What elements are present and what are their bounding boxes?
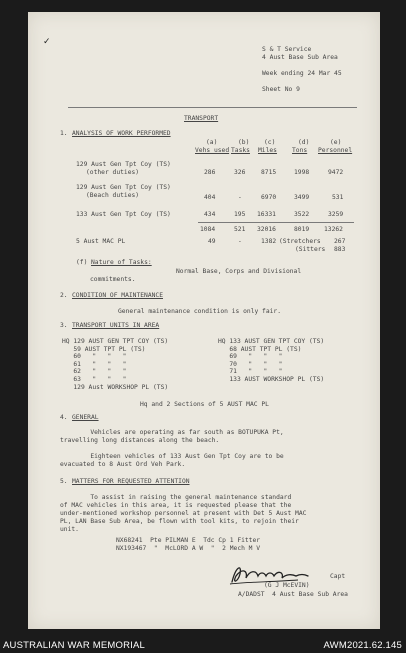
table-cell: 8715 bbox=[261, 169, 277, 176]
table-cell: 883 bbox=[334, 246, 346, 253]
matters-text: To assist in raising the general maintenance standard bbox=[60, 494, 292, 501]
col-header: Tasks bbox=[231, 147, 250, 154]
section-number: 3. bbox=[60, 322, 68, 329]
unit-list-item: 70 " " " bbox=[218, 361, 283, 368]
section-number: 1. bbox=[60, 130, 68, 137]
table-cell: 1998 bbox=[294, 169, 310, 176]
unit-list-item: 60 " " " bbox=[62, 353, 127, 360]
general-text: Vehicles are operating as far south as BOTUPUKA Pt, bbox=[60, 429, 284, 436]
total-cell: 8019 bbox=[294, 226, 310, 233]
unit-list-item: 62 " " " bbox=[62, 368, 127, 375]
total-cell: 521 bbox=[234, 226, 246, 233]
table-row-unit: 129 Aust Gen Tpt Coy (TS) bbox=[76, 184, 171, 191]
section-heading-matters: MATTERS FOR REQUESTED ATTENTION bbox=[72, 478, 190, 485]
table-row-unit: 5 Aust MAC PL bbox=[76, 238, 126, 245]
col-letter: (d) bbox=[298, 139, 310, 146]
table-cell: 404 bbox=[204, 194, 216, 201]
table-cell: 3499 bbox=[294, 194, 310, 201]
nature-label: (f) bbox=[76, 259, 88, 266]
table-cell: 16331 bbox=[257, 211, 276, 218]
general-text: travelling long distances along the beach. bbox=[60, 437, 220, 444]
table-cell: 49 bbox=[208, 238, 216, 245]
col-header: Personnel bbox=[318, 147, 353, 154]
totals-rule bbox=[198, 222, 354, 223]
table-cell: 9472 bbox=[328, 169, 344, 176]
footer-institution: AUSTRALIAN WAR MEMORIAL bbox=[3, 640, 146, 651]
table-cell: - bbox=[238, 238, 242, 245]
nature-text: Normal Base, Corps and Divisional bbox=[176, 268, 302, 275]
table-cell: - bbox=[238, 194, 242, 201]
units-footer: Hq and 2 Sections of 5 AUST MAC PL bbox=[140, 401, 269, 408]
section-heading-general: GENERAL bbox=[72, 414, 99, 421]
unit-list-item: 63 " " " bbox=[62, 376, 127, 383]
table-cell: 3259 bbox=[328, 211, 344, 218]
matters-text: under-mentioned workshop personnel at present with Det 5 Aust MAC bbox=[60, 510, 307, 517]
signature-role: A/DADST 4 Aust Base Sub Area bbox=[238, 591, 348, 598]
unit-list-item: 133 AUST WORKSHOP PL (TS) bbox=[218, 376, 325, 383]
matters-text: PL, LAN Base Sub Area, be flown with tool kits, to rejoin their bbox=[60, 518, 299, 525]
general-text: evacuated to 8 Aust Ord Veh Park. bbox=[60, 461, 186, 468]
table-cell: 267 bbox=[334, 238, 346, 245]
section-heading-units: TRANSPORT UNITS IN AREA bbox=[72, 322, 160, 329]
table-row-sub: (Beach duties) bbox=[86, 192, 140, 199]
table-cell: 326 bbox=[234, 169, 246, 176]
table-row-sub: (other duties) bbox=[86, 169, 140, 176]
unit-list-item: 68 AUST TPT PL (TS) bbox=[218, 346, 302, 353]
corner-mark-icon: ✓ bbox=[43, 37, 51, 47]
header-sheet: Sheet No 9 bbox=[262, 86, 300, 93]
header-area: 4 Aust Base Sub Area bbox=[262, 54, 338, 61]
nature-text: commitments. bbox=[90, 276, 136, 283]
table-cell: 531 bbox=[332, 194, 344, 201]
total-cell: 1084 bbox=[200, 226, 216, 233]
table-cell: 195 bbox=[234, 211, 246, 218]
table-cell: 434 bbox=[204, 211, 216, 218]
general-text: Eighteen vehicles of 133 Aust Gen Tpt Coy are to be bbox=[60, 453, 284, 460]
col-letter: (a) bbox=[206, 139, 218, 146]
personnel-line: NX193467 " McLORD A W " 2 Mech M V bbox=[116, 545, 261, 552]
section-heading-maintenance: CONDITION OF MAINTENANCE bbox=[72, 292, 163, 299]
col-header: Miles bbox=[258, 147, 277, 154]
table-cell: (Sitters bbox=[295, 246, 326, 253]
personnel-line: NX68241 Pte PILMAN E Tdc Cp 1 Fitter bbox=[116, 537, 261, 544]
matters-text: of MAC vehicles in this area, it is requested please that the bbox=[60, 502, 292, 509]
col-letter: (b) bbox=[238, 139, 250, 146]
section-number: 2. bbox=[60, 292, 68, 299]
unit-list-item: HQ 133 AUST GEN TPT COY (TS) bbox=[218, 338, 325, 345]
section-heading-analysis: ANALYSIS OF WORK PERFORMED bbox=[72, 130, 171, 137]
col-letter: (c) bbox=[264, 139, 276, 146]
header-service: S & T Service bbox=[262, 46, 312, 53]
footer-accession: AWM2021.62.145 bbox=[323, 640, 402, 651]
unit-list-item: 61 " " " bbox=[62, 361, 127, 368]
signature-name: (G J McEVIN) bbox=[264, 582, 310, 589]
unit-list-item: HQ 129 AUST GEN TPT COY (TS) bbox=[62, 338, 169, 345]
signature-rank: Capt bbox=[330, 573, 346, 580]
col-header: Vehs used bbox=[195, 147, 230, 154]
maintenance-text: General maintenance condition is only fair. bbox=[118, 308, 282, 315]
col-letter: (e) bbox=[330, 139, 342, 146]
total-cell: 32016 bbox=[257, 226, 276, 233]
matters-text: unit. bbox=[60, 526, 79, 533]
table-cell: 286 bbox=[204, 169, 216, 176]
table-cell: 1382 bbox=[261, 238, 277, 245]
header-week: Week ending 24 Mar 45 bbox=[262, 70, 342, 77]
table-cell: 3522 bbox=[294, 211, 310, 218]
unit-list-item: 129 Aust WORKSHOP PL (TS) bbox=[62, 384, 169, 391]
table-cell: 6970 bbox=[261, 194, 277, 201]
unit-list-item: 69 " " " bbox=[218, 353, 283, 360]
page-title: TRANSPORT bbox=[184, 115, 219, 122]
section-number: 4. bbox=[60, 414, 68, 421]
table-row-unit: 129 Aust Gen Tpt Coy (TS) bbox=[76, 161, 171, 168]
header-rule bbox=[68, 107, 357, 108]
table-row-unit: 133 Aust Gen Tpt Coy (TS) bbox=[76, 211, 171, 218]
section-number: 5. bbox=[60, 478, 68, 485]
table-cell: (Stretchers bbox=[279, 238, 321, 245]
nature-heading: Nature of Tasks: bbox=[91, 259, 152, 266]
total-cell: 13262 bbox=[324, 226, 343, 233]
unit-list-item: 59 AUST TPT PL (TS) bbox=[62, 346, 146, 353]
unit-list-item: 71 " " " bbox=[218, 368, 283, 375]
col-header: Tons bbox=[292, 147, 308, 154]
